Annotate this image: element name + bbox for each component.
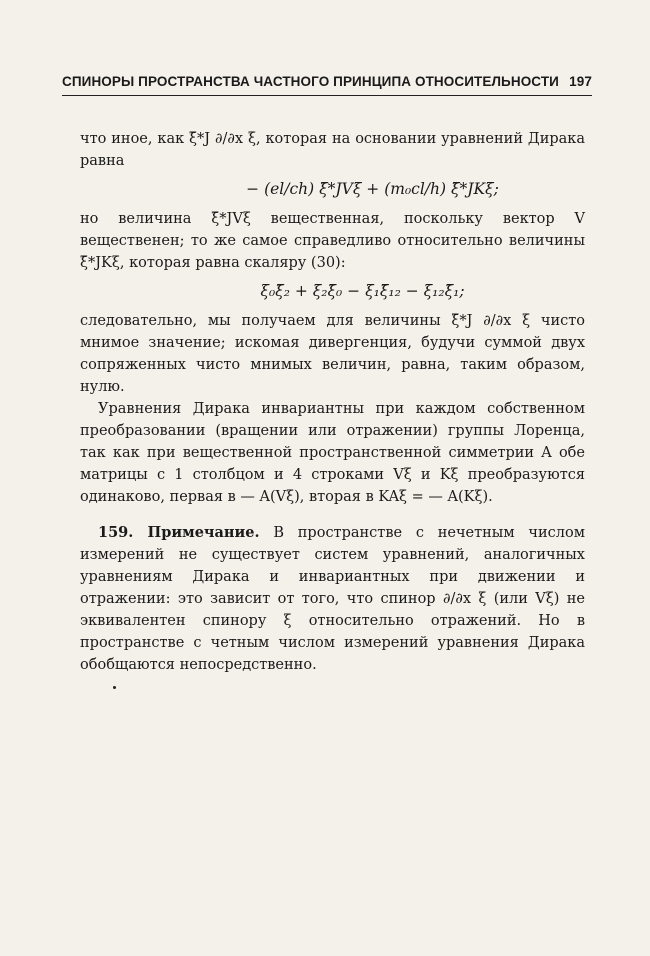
paragraph-5: [80, 522, 585, 676]
paragraph-5-text: В пространстве с нечетным числом измерений не существует систем уравнений, аналогичных уравнениям Дирака и инвариантных при движении и отражении: это зависит от того, что спинор ∂/∂x ξ (или Vξ) не эквивалентен спинору ξ относительно отражений. Но в пространстве с четным числом измерений уравнения Дирака обобщаются непосредственно.: [80, 525, 585, 673]
header-rule: [62, 95, 592, 96]
header-title: СПИНОРЫ ПРОСТРАНСТВА ЧАСТНОГО ПРИНЦИПА ОТНОСИТЕЛЬНОСТИ: [62, 74, 559, 89]
section-heading: 159. Примечание.: [98, 524, 260, 541]
page-number: 197: [569, 74, 592, 89]
paragraph-2: но величина ξ̄*JVξ вещественная, поскольку вектор V вещественен; то же самое справедливо относительно величины ξ̄*JKξ, которая равна скаляру (30):: [80, 211, 585, 271]
ink-speck: [113, 686, 116, 689]
paragraph-1: что иное, как ξ̄*J ∂/∂x ξ, которая на основании уравнений Дирака равна: [80, 131, 585, 169]
paragraph-gap: [80, 508, 585, 522]
formula-2: ξ₀ξ̄₂ + ξ₂ξ̄₀ − ξ₁ξ̄₁₂ − ξ₁₂ξ̄₁;: [260, 282, 465, 300]
paragraph-4: Уравнения Дирака инвариантны при каждом собственном преобразовании (вращении или отражении) группы Лоренца, так как при вещественной пространственной симметрии A обе матрицы с 1 столбцом и 4 строками Vξ и Kξ преобразуются одинаково, первая в — A(Vξ), вторая в KAξ = — A(Kξ).: [80, 401, 585, 505]
running-header: [62, 74, 592, 89]
page-body: [80, 128, 585, 676]
formula-1: − (el/ch) ξ̄*JVξ + (m₀cl/h) ξ̄*JKξ;: [246, 180, 499, 198]
paragraph-3: следовательно, мы получаем для величины ξ̄*J ∂/∂x ξ чисто мнимое значение; искомая дивергенция, будучи суммой двух сопряженных чисто мнимых величин, равна, таким образом, нулю.: [80, 313, 585, 395]
